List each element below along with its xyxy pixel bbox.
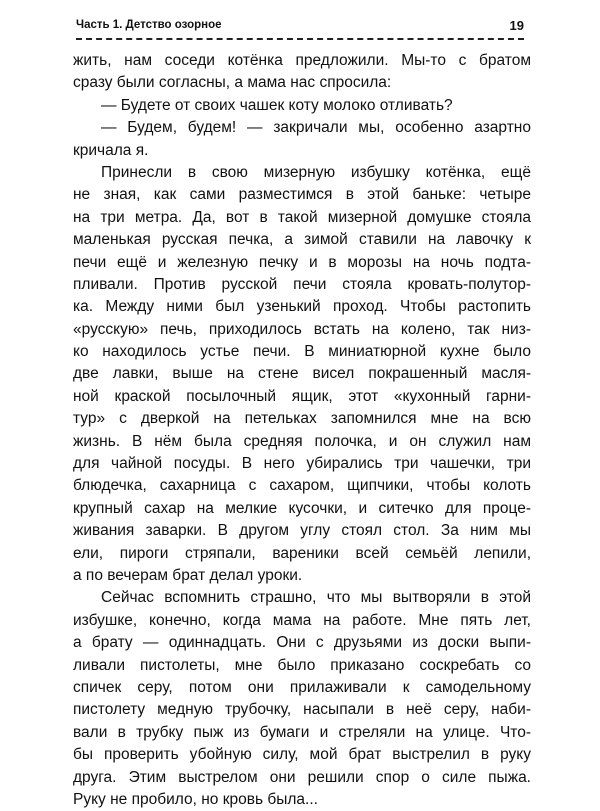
- text-line: бы проверить убойную силу, мой брат выстрелил в руку: [73, 746, 531, 764]
- text-line: Принесли в свою мизерную избушку котёнка, ещё: [101, 163, 531, 181]
- chapter-title: Часть 1. Детство озорное: [76, 19, 222, 31]
- text-line: Сейчас вспомнить страшно, что мы вытворяли в этой: [101, 589, 531, 607]
- text-line: ливали пистолеты, мне было приказано соскребать со: [73, 656, 531, 674]
- text-line: маленькая русская печка, а зимой ставили на лавочку к: [73, 231, 531, 249]
- text-line: сразу были согласны, а мама нас спросила:: [73, 74, 392, 92]
- text-line: спичек серу, потом они прилаживали к самодельному: [73, 678, 531, 696]
- text-line: ной краской посылочный ящик, этот «кухонный гарни-: [73, 387, 531, 405]
- page-number: 19: [509, 18, 524, 33]
- text-line: пливали. Против русской печи стояла кровать-полутор-: [73, 275, 531, 293]
- text-line: жить, нам соседи котёнка предложили. Мы-то с братом: [73, 52, 531, 69]
- text-line: Руку не пробило, но кровь была...: [73, 790, 318, 808]
- text-line: печи ещё и железную печку и в морозы на ночь подта-: [73, 253, 531, 271]
- text-line: пистолету медную трубочку, насыпали в неё серу, наби-: [73, 701, 531, 719]
- text-line: ко находилось устье печи. В миниатюрной кухне было: [73, 343, 531, 361]
- text-line: — Будем, будем! — закричали мы, особенно азартно: [101, 119, 531, 137]
- text-line: кричала я.: [73, 141, 149, 159]
- text-line: тур» с дверкой на петельках запомнился мне на всю: [73, 410, 531, 428]
- text-line: не зная, как сами разместимся в этой баньке: четыре: [73, 186, 531, 204]
- text-line: ка. Между ними был узенький проход. Чтобы растопить: [73, 298, 531, 316]
- text-line: ели, пироги стряпали, вареники всей семьёй лепили,: [73, 544, 531, 562]
- text-line: — Будете от своих чашек коту молоко отливать?: [101, 96, 453, 114]
- text-line: две лавки, выше на стене висел покрашенный масля-: [73, 365, 531, 383]
- text-line: «русскую» печь, приходилось встать на колено, так низ-: [73, 320, 531, 338]
- text-line: вали в трубку пыж из бумаги и стреляли на улице. Что-: [73, 723, 531, 741]
- text-line: а брату — одиннадцать. Они с друзьями из доски выпи-: [73, 634, 531, 652]
- text-line: друга. Этим выстрелом они решили спор о силе пыжа.: [73, 768, 531, 786]
- text-line: а по вечерам брат делал уроки.: [73, 566, 303, 584]
- text-line: жизнь. В нём была средняя полочка, и он служил нам: [73, 432, 531, 450]
- text-line: крупный сахар на мелкие кусочки, и ситечко для проце-: [73, 499, 531, 517]
- text-line: на три метра. Да, вот в такой мизерной домушке стояла: [73, 208, 531, 226]
- body-text: [73, 50, 531, 811]
- text-line: избушке, конечно, когда мама на работе. Мне пять лет,: [73, 611, 531, 629]
- text-line: живания заварки. В другом углу стоял стол. За ним мы: [73, 522, 531, 540]
- running-header: [76, 16, 524, 40]
- text-line: блюдечка, сахарница с сахаром, щипчики, чтобы колоть: [73, 477, 531, 495]
- text-line: для чайной посуды. В него убирались три чашечки, три: [73, 455, 531, 473]
